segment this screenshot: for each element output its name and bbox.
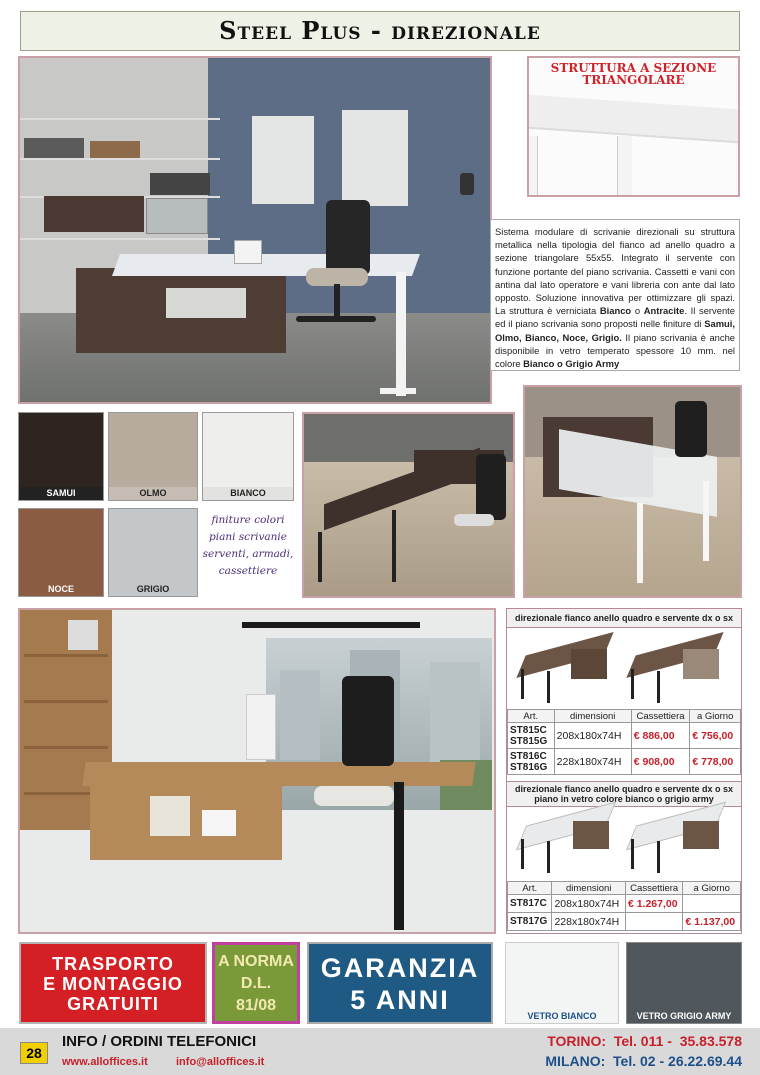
triangular-section-photo	[527, 56, 740, 197]
col-giorno: a Giorno	[690, 710, 741, 723]
phone-milano[interactable]: MILANO: Tel. 02 - 26.22.69.44	[545, 1053, 742, 1069]
description-bold-run: Bianco	[599, 305, 632, 317]
wall-cabinet	[44, 196, 144, 232]
price-table-2	[507, 881, 741, 931]
norma-badge	[212, 942, 300, 1024]
finishes-line: cassettiere	[218, 565, 278, 577]
price-giorno: € 1.137,00	[683, 913, 741, 931]
dimensions: 208x180x74H	[552, 895, 625, 913]
website-link[interactable]: www.alloffices.it	[62, 1056, 148, 1068]
badge-line: 81/08	[235, 997, 277, 1014]
dimensions: 208x180x74H	[554, 723, 631, 749]
product-render-wood-right	[625, 639, 725, 705]
col-giorno: a Giorno	[683, 882, 741, 895]
swatch-label: BIANCO	[203, 487, 293, 500]
swatch-label: GRIGIO	[109, 583, 197, 596]
table2-heading-line: piano in vetro colore bianco o grigio army	[534, 794, 714, 804]
swatch-olmo	[108, 412, 198, 501]
product-render-glass-left	[515, 809, 615, 875]
glass-label: VETRO BIANCO	[527, 1011, 597, 1021]
art-code: ST817C	[508, 895, 552, 913]
art-code: ST816C ST816G	[508, 749, 555, 775]
description-bold-run: Bianco o Grigio Army	[523, 358, 620, 370]
finishes-line: piani scrivanie	[209, 531, 287, 543]
glass-grey-swatch	[626, 942, 742, 1024]
table-row	[508, 723, 741, 749]
table-row	[508, 913, 741, 931]
dark-desk-photo	[302, 412, 515, 598]
table2-heading	[507, 781, 741, 807]
price-giorno: € 778,00	[690, 749, 741, 775]
swatch-noce	[18, 508, 104, 597]
table1-heading: direzionale fianco anello quadro e servente dx o sx	[507, 609, 741, 628]
badge-line: GARANZIA	[320, 953, 480, 983]
dimensions: 228x180x74H	[552, 913, 625, 931]
price-table-1	[507, 709, 741, 775]
description-run: o	[631, 305, 644, 317]
email-link[interactable]: info@alloffices.it	[176, 1056, 265, 1068]
glass-desk-photo	[523, 385, 742, 598]
description-run: Il piano scrivania è anche disponibile in vetro temperato spessore 10 mm. nel colore	[495, 331, 735, 370]
col-dimensioni: dimensioni	[554, 710, 631, 723]
price-cassettiera	[625, 913, 683, 931]
badge-line: A NORMA	[218, 953, 294, 970]
window-office-photo	[18, 608, 496, 934]
art-code: ST817G	[508, 913, 552, 931]
price-giorno	[683, 895, 741, 913]
price-cassettiera: € 1.267,00	[625, 895, 683, 913]
table2-heading-line: direzionale fianco anello quadro e servente dx o sx	[514, 784, 734, 794]
footer	[0, 1028, 760, 1075]
price-cassettiera: € 886,00	[631, 723, 690, 749]
description-run: Sistema modulare di scrivanie direzionali su struttura metallica nella tipologia del fianco ad anello quadro a sezione triangolare 55x55. Integrato il servente con funzione portante del piano scrivania. Cassetti e vani con antina dal lato operatore e vani libreria con ante dal lato opposto. Soluzione innovativa per ottimizzare gli spazi. La struttura è verniciata	[495, 226, 735, 317]
swatch-samui	[18, 412, 104, 501]
description-bold-run: Samui, Olmo, Bianco, Noce, Grigio.	[495, 318, 735, 343]
badge-line: GRATUITI	[67, 994, 159, 1014]
badge-line: 5 ANNI	[350, 985, 450, 1015]
col-cassettiera: Cassettiera	[631, 710, 690, 723]
info-heading: INFO / ORDINI TELEFONICI	[62, 1033, 257, 1050]
finishes-line: serventi, armadi,	[202, 548, 294, 560]
finishes-line: finiture colori	[211, 514, 285, 526]
glass-label: VETRO GRIGIO ARMY	[636, 1011, 732, 1021]
product-render-glass-right	[625, 809, 725, 875]
glass-white-swatch	[505, 942, 619, 1024]
table-row	[508, 895, 741, 913]
col-art: Art.	[508, 710, 555, 723]
badge-line: TRASPORTO	[52, 954, 174, 974]
price-giorno: € 756,00	[690, 723, 741, 749]
main-office-photo	[18, 56, 492, 404]
col-cassettiera: Cassettiera	[625, 882, 683, 895]
finishes-note	[202, 512, 294, 580]
swatch-bianco	[202, 412, 294, 501]
table-row	[508, 749, 741, 775]
price-cassettiera: € 908,00	[631, 749, 690, 775]
swatch-label: NOCE	[19, 583, 103, 596]
art-code: ST815C ST815G	[508, 723, 555, 749]
col-dimensioni: dimensioni	[552, 882, 625, 895]
warranty-badge	[307, 942, 493, 1024]
feature-callout: STRUTTURA A SEZIONE TRIANGOLARE	[550, 61, 717, 87]
description-bold-run: Antracite	[643, 305, 685, 317]
badge-line: D.L.	[240, 975, 272, 992]
col-art: Art.	[508, 882, 552, 895]
dimensions: 228x180x74H	[554, 749, 631, 775]
badge-line: E MONTAGGIO	[43, 974, 183, 994]
description-run: . Il servente ed il piano scrivania sono proposti nelle finiture di	[495, 305, 735, 330]
price-panel	[506, 608, 742, 934]
transport-badge	[19, 942, 207, 1024]
phone-torino[interactable]: TORINO: Tel. 011 - 35.83.578	[547, 1033, 742, 1049]
product-render-wood-left	[515, 639, 615, 705]
swatch-label: OLMO	[109, 487, 197, 500]
product-description	[490, 219, 740, 371]
page-title: Steel Plus - direzionale	[20, 11, 740, 51]
swatch-grigio	[108, 508, 198, 597]
swatch-label: SAMUI	[19, 487, 103, 500]
page-number: 28	[20, 1042, 48, 1064]
